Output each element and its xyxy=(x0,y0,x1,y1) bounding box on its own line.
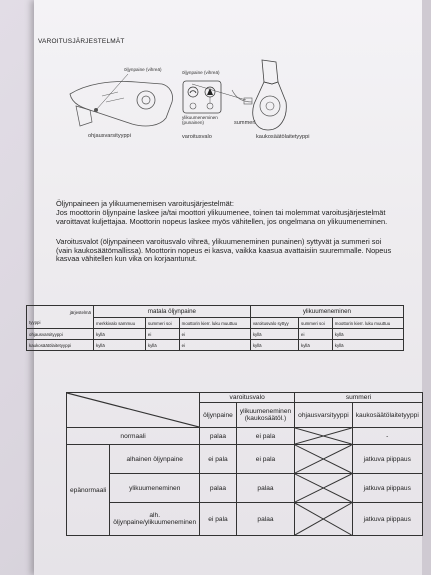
table1-subheader: moottorin kierr. luku muuttuu xyxy=(179,318,250,329)
table2-cell: jatkuva piippaus xyxy=(352,445,422,474)
overheat-label: ylikuumeneminen (punainen) xyxy=(182,115,218,126)
cross-mark-icon xyxy=(295,503,352,535)
warning-indicator-table xyxy=(66,392,423,536)
table1-cell: ei xyxy=(145,329,179,340)
table2-cell: ei pala xyxy=(200,503,237,536)
table1-group-low-oil: matala öljynpaine xyxy=(94,306,251,318)
cross-mark-icon xyxy=(295,428,352,444)
table1-cell: kyllä xyxy=(250,340,298,351)
table1-subheader: varoitusvalo syttyy xyxy=(250,318,298,329)
table2-condition: alh. öljynpaine/ylikuumeneminen xyxy=(110,503,200,536)
table2-crossed-cell xyxy=(295,474,353,503)
table1-cell: kyllä xyxy=(94,329,146,340)
table2-cell: ei pala xyxy=(236,428,294,445)
table-row xyxy=(67,503,423,536)
table1-cell: ei xyxy=(179,329,250,340)
table1-row-type: kaukosäätölaitetyyppi xyxy=(27,340,94,351)
table2-group-buzzer: summeri xyxy=(295,393,423,403)
cross-mark-icon xyxy=(295,445,352,473)
table1-subheader: summeri soi xyxy=(299,318,333,329)
left-oil-pressure-label: öljynpaine (vihreä) xyxy=(124,67,162,72)
table1-corner-top: järjestelmä xyxy=(69,309,91,315)
table2-cell: jatkuva piippaus xyxy=(352,474,422,503)
buzzer-label: summeri xyxy=(234,120,256,126)
table2-cell: ei pala xyxy=(200,445,237,474)
table2-group-warning-light: varoitusvalo xyxy=(200,393,295,403)
table1-cell: ei xyxy=(299,329,333,340)
table-row xyxy=(67,428,423,445)
table2-col-overheat: ylikuumeneminen (kaukosäätöl.) xyxy=(236,403,294,428)
table2-condition: alhainen öljynpaine xyxy=(110,445,200,474)
table-row xyxy=(27,340,404,351)
table2-col-tiller: ohjausvarsityyppi xyxy=(295,403,353,428)
table2-cell: palaa xyxy=(200,428,237,445)
table1-subheader: moottorin kierr. luku muuttuu xyxy=(332,318,403,329)
warning-light-panel xyxy=(182,80,222,114)
warning-systems-heading: Öljynpaineen ja ylikuumenemisen varoitusjärjestelmät: xyxy=(56,199,234,208)
right-oil-pressure-label: öljynpaine (vihreä) xyxy=(182,70,220,75)
table2-crossed-cell xyxy=(295,503,353,536)
table2-normal-label: normaali xyxy=(67,428,200,445)
table1-cell: kyllä xyxy=(332,329,403,340)
table-row xyxy=(67,474,423,503)
table-row xyxy=(27,329,404,340)
remote-caption: kaukosäätölaitetyyppi xyxy=(256,134,310,140)
table-row xyxy=(67,445,423,474)
table2-corner-diagonal xyxy=(67,393,199,427)
warning-system-table xyxy=(26,305,404,351)
page-edge xyxy=(422,0,431,575)
table1-group-overheat: ylikuumeneminen xyxy=(250,306,403,318)
table2-corner-cell xyxy=(67,393,200,428)
paragraph-2: Varoitusvalot (öljynpaineen varoitusvalo vihreä, ylikuumeneminen punainen) syttyvät ja summeri soi (vain kaukosäätömallissa). Moottorin nopeus ei kasva, vaikka kaasua avattaisiin suuremmalle. Nopeus kasvaa vähitellen kun vika on korjaantunut. xyxy=(56,237,392,264)
table2-condition: ylikuumeneminen xyxy=(110,474,200,503)
table1-cell: kyllä xyxy=(145,340,179,351)
table1-row-type: ohjausvarsityyppi xyxy=(27,329,94,340)
table1-cell: kyllä xyxy=(332,340,403,351)
table1-cell: ei xyxy=(179,340,250,351)
remote-control-illustration xyxy=(232,58,312,138)
table2-cell: ei pala xyxy=(236,445,294,474)
table2-crossed-cell xyxy=(295,428,353,445)
cross-mark-icon xyxy=(295,474,352,502)
table1-corner-bottom: tyyppi xyxy=(29,319,41,325)
table2-cell: palaa xyxy=(236,503,294,536)
table2-col-remote: kaukosäätölaitetyyppi xyxy=(352,403,422,428)
table1-subheader: summeri soi xyxy=(145,318,179,329)
table1-cell: kyllä xyxy=(299,340,333,351)
table2-cell: palaa xyxy=(236,474,294,503)
table2-crossed-cell xyxy=(295,445,353,474)
table2-cell: - xyxy=(352,428,422,445)
table2-col-oil-pressure: öljynpaine xyxy=(200,403,237,428)
table2-cell: jatkuva piippaus xyxy=(352,503,422,536)
section-title: VAROITUSJÄRJESTELMÄT xyxy=(38,38,125,45)
left-caption: ohjausvarsityyppi xyxy=(88,133,131,139)
table1-corner-cell xyxy=(27,306,94,329)
table1-subheader: merkkivalo sammuu xyxy=(94,318,146,329)
table2-abnormal-label: epänormaali xyxy=(67,445,110,536)
table1-cell: kyllä xyxy=(94,340,146,351)
table2-cell: palaa xyxy=(200,474,237,503)
paragraph-1: Jos moottorin öljynpaine laskee ja/tai moottori ylikuumenee, toinen tai molemmat varoitusjärjestelmät varoittavat kuljettajaa. Moottorin nopeus laskee myös vähitellen, jos ongelmana on ylikuumeneminen. xyxy=(56,208,388,226)
table1-cell: kyllä xyxy=(250,329,298,340)
warning-light-caption: varoitusvalo xyxy=(182,134,212,140)
